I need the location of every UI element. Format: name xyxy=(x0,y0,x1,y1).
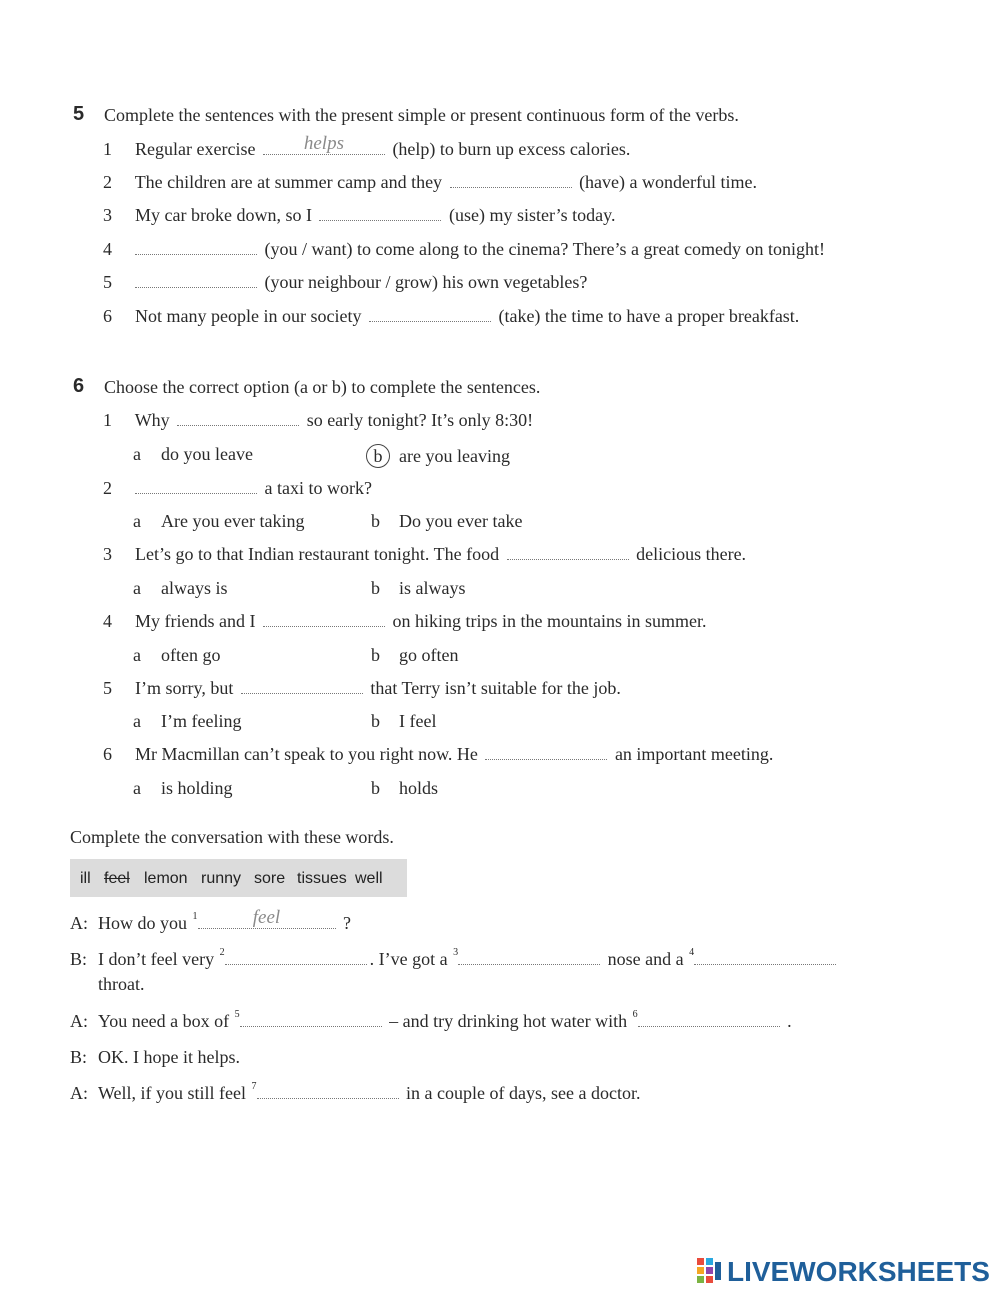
ex6-item-6-option-a[interactable] xyxy=(133,779,233,797)
ex5-item-4 xyxy=(103,240,825,258)
answer-blank-5[interactable] xyxy=(135,273,257,288)
ex6-item-4-option-a[interactable] xyxy=(133,646,220,664)
liveworksheets-brand: LIVEWORKSHEETS xyxy=(727,1256,990,1287)
option-letter: a xyxy=(133,578,141,598)
item-number: 1 xyxy=(103,139,112,159)
sentence-start: Let’s go to that Indian restaurant tonight. The food xyxy=(135,544,500,564)
ex6-item-6-option-b[interactable] xyxy=(371,779,438,797)
option-letter: b xyxy=(371,578,380,598)
gap-number: 7 xyxy=(251,1081,257,1092)
sentence-start: My car broke down, so I xyxy=(135,205,312,225)
speaker-label: A: xyxy=(70,1083,88,1103)
item-number: 5 xyxy=(103,272,112,292)
sentence-start: My friends and I xyxy=(135,611,256,631)
item-number: 4 xyxy=(103,239,112,259)
speaker-label: A: xyxy=(70,913,88,933)
sentence-start: I’m sorry, but xyxy=(135,678,234,698)
ex5-item-2 xyxy=(103,173,757,191)
option-letter: b xyxy=(371,511,380,531)
word-runny: runny xyxy=(201,870,242,887)
conversation-input-3[interactable] xyxy=(458,942,600,963)
ex6-item-6 xyxy=(103,745,773,763)
sentence-start: The children are at summer camp and they xyxy=(134,172,443,192)
ex6-item-3-option-a[interactable] xyxy=(133,579,228,597)
answer-blank-3[interactable] xyxy=(319,206,441,221)
ex5-item-6 xyxy=(103,307,799,325)
sentence-end: a taxi to work? xyxy=(264,478,372,498)
option-text: Are you ever taking xyxy=(161,511,305,531)
item-number: 3 xyxy=(103,544,112,564)
option-text: do you leave xyxy=(161,444,253,464)
conversation-instruction: Complete the conversation with these words. xyxy=(70,827,394,847)
word-lemon: lemon xyxy=(144,870,188,887)
conversation-line-4 xyxy=(70,1048,240,1066)
line-text: . xyxy=(787,1011,792,1031)
ex6-item-2 xyxy=(103,479,372,497)
ex6-item-4 xyxy=(103,612,706,630)
liveworksheets-logo-icon xyxy=(697,1258,723,1284)
exercise-6-number: 6 xyxy=(73,375,85,397)
answer-input-4[interactable] xyxy=(135,232,257,253)
word-well: well xyxy=(355,870,383,887)
answer-blank-2[interactable] xyxy=(450,173,572,188)
conversation-blank-2[interactable] xyxy=(225,950,367,965)
conversation-line-3 xyxy=(70,1009,792,1031)
conversation-line-2-cont: throat. xyxy=(98,974,145,994)
exercise-5-number: 5 xyxy=(73,103,85,125)
conversation-line-5 xyxy=(70,1081,641,1103)
ex6-item-5-option-a[interactable] xyxy=(133,712,241,730)
line-text: . I’ve got a xyxy=(369,949,448,969)
selected-option-circle: b xyxy=(366,444,390,468)
ex6-item-2-option-b[interactable] xyxy=(371,512,522,530)
speaker-label: B: xyxy=(70,1047,88,1067)
blank xyxy=(263,612,385,627)
ex6-item-4-option-b[interactable] xyxy=(371,646,458,664)
option-letter: b xyxy=(371,711,380,731)
line-text: nose and a xyxy=(607,949,684,969)
ex6-item-2-option-a[interactable] xyxy=(133,512,304,530)
item-number: 5 xyxy=(103,678,112,698)
item-number: 6 xyxy=(103,306,112,326)
sentence-end: (help) to burn up excess calories. xyxy=(392,139,631,159)
ex5-item-5 xyxy=(103,273,587,291)
word-sore: sore xyxy=(254,870,286,887)
conversation-blank-6[interactable] xyxy=(638,1012,780,1027)
option-letter: b xyxy=(371,645,380,665)
sentence-end: (use) my sister’s today. xyxy=(448,205,616,225)
conversation-input-4[interactable] xyxy=(694,942,836,963)
gap-number: 4 xyxy=(689,947,695,958)
answer-text: helps xyxy=(303,133,344,154)
option-letter: b xyxy=(371,778,380,798)
sentence-start: Not many people in our society xyxy=(135,306,362,326)
conversation-blank-1[interactable] xyxy=(198,907,336,929)
line-text: Well, if you still feel xyxy=(98,1083,247,1103)
speaker-label: A: xyxy=(70,1011,88,1031)
blank xyxy=(177,411,299,426)
gap-number: 1 xyxy=(192,911,198,922)
sentence-end: (you / want) to come along to the cinema? There’s a great comedy on tonight! xyxy=(264,239,825,259)
item-number: 1 xyxy=(103,410,112,430)
line-text: You need a box of xyxy=(98,1011,230,1031)
ex6-item-5 xyxy=(103,679,621,697)
sentence-start: Mr Macmillan can’t speak to you right now. He xyxy=(135,744,478,764)
exercise-5-instruction: Complete the sentences with the present simple or present continuous form of the verbs. xyxy=(104,105,739,125)
option-text: go often xyxy=(399,645,459,665)
line-text: – and try drinking hot water with xyxy=(389,1011,628,1031)
option-letter: a xyxy=(133,778,141,798)
sentence-end: that Terry isn’t suitable for the job. xyxy=(370,678,621,698)
answer-blank-4[interactable] xyxy=(135,240,257,255)
conversation-line-2 xyxy=(70,947,839,969)
blank xyxy=(135,479,257,494)
option-letter: a xyxy=(133,511,141,531)
conversation-input-5[interactable] xyxy=(240,1004,382,1025)
line-text: in a couple of days, see a doctor. xyxy=(406,1083,641,1103)
line-text: I don’t feel very xyxy=(98,949,215,969)
line-text: How do you xyxy=(98,913,187,933)
sentence-end: delicious there. xyxy=(636,544,747,564)
answer-input-3[interactable] xyxy=(319,198,441,219)
option-text: is holding xyxy=(161,778,233,798)
answer-text: feel xyxy=(252,907,281,928)
word-tissues: tissues xyxy=(297,870,347,887)
conversation-blank-3[interactable] xyxy=(458,950,600,965)
answer-blank-6[interactable] xyxy=(369,307,491,322)
conversation-input-2[interactable] xyxy=(225,942,367,963)
exercise-6-instruction: Choose the correct option (a or b) to complete the sentences. xyxy=(104,377,541,397)
option-text: always is xyxy=(161,578,228,598)
conversation-blank-5[interactable] xyxy=(240,1012,382,1027)
answer-input-6[interactable] xyxy=(369,299,491,320)
option-letter: a xyxy=(133,645,141,665)
ex6-item-3 xyxy=(103,545,746,563)
line-text: ? xyxy=(343,913,351,933)
word-box xyxy=(70,859,407,897)
conversation-blank-4[interactable] xyxy=(694,950,836,965)
blank xyxy=(485,745,607,760)
sentence-end: an important meeting. xyxy=(614,744,774,764)
blank xyxy=(241,679,363,694)
ex6-item-3-option-b[interactable] xyxy=(371,579,466,597)
option-text: are you leaving xyxy=(399,446,510,466)
sentence-end: so early tonight? It’s only 8:30! xyxy=(306,410,534,430)
item-number: 4 xyxy=(103,611,112,631)
conversation-input-7[interactable] xyxy=(257,1076,399,1097)
answer-input-5[interactable] xyxy=(135,265,257,286)
ex6-item-1 xyxy=(103,411,533,429)
blank xyxy=(507,545,629,560)
ex6-item-5-option-b[interactable] xyxy=(371,712,436,730)
option-text: I’m feeling xyxy=(161,711,242,731)
ex6-item-1-option-a[interactable] xyxy=(133,445,253,463)
answer-input-2[interactable] xyxy=(450,165,572,186)
ex6-item-1-option-b[interactable] xyxy=(371,444,510,468)
ex5-item-1 xyxy=(103,133,631,159)
option-letter: a xyxy=(133,444,141,464)
item-number: 2 xyxy=(103,478,112,498)
sentence-end: on hiking trips in the mountains in summer. xyxy=(392,611,707,631)
gap-number: 6 xyxy=(632,1009,638,1020)
conversation-input-6[interactable] xyxy=(638,1004,780,1025)
option-text: is always xyxy=(399,578,466,598)
ex5-item-3 xyxy=(103,206,615,224)
option-letter: a xyxy=(133,711,141,731)
item-number: 2 xyxy=(103,172,112,192)
sentence-start: Why xyxy=(134,410,170,430)
speaker-label: B: xyxy=(70,949,88,969)
sentence-start: Regular exercise xyxy=(135,139,256,159)
line-text: OK. I hope it helps. xyxy=(98,1047,240,1067)
word-ill: ill xyxy=(80,870,91,887)
gap-number: 5 xyxy=(234,1009,240,1020)
sentence-end: (have) a wonderful time. xyxy=(579,172,757,192)
gap-number: 3 xyxy=(453,947,459,958)
item-number: 6 xyxy=(103,744,112,764)
option-text: often go xyxy=(161,645,221,665)
option-text: holds xyxy=(399,778,439,798)
conversation-blank-7[interactable] xyxy=(257,1084,399,1099)
option-text: I feel xyxy=(399,711,437,731)
conversation-line-1 xyxy=(70,907,351,933)
option-text: Do you ever take xyxy=(399,511,523,531)
gap-number: 2 xyxy=(219,947,225,958)
item-number: 3 xyxy=(103,205,112,225)
word-feel-crossed: feel xyxy=(104,870,130,887)
sentence-end: (your neighbour / grow) his own vegetables? xyxy=(264,272,588,292)
answer-blank-1[interactable] xyxy=(263,133,385,155)
sentence-end: (take) the time to have a proper breakfast. xyxy=(498,306,800,326)
